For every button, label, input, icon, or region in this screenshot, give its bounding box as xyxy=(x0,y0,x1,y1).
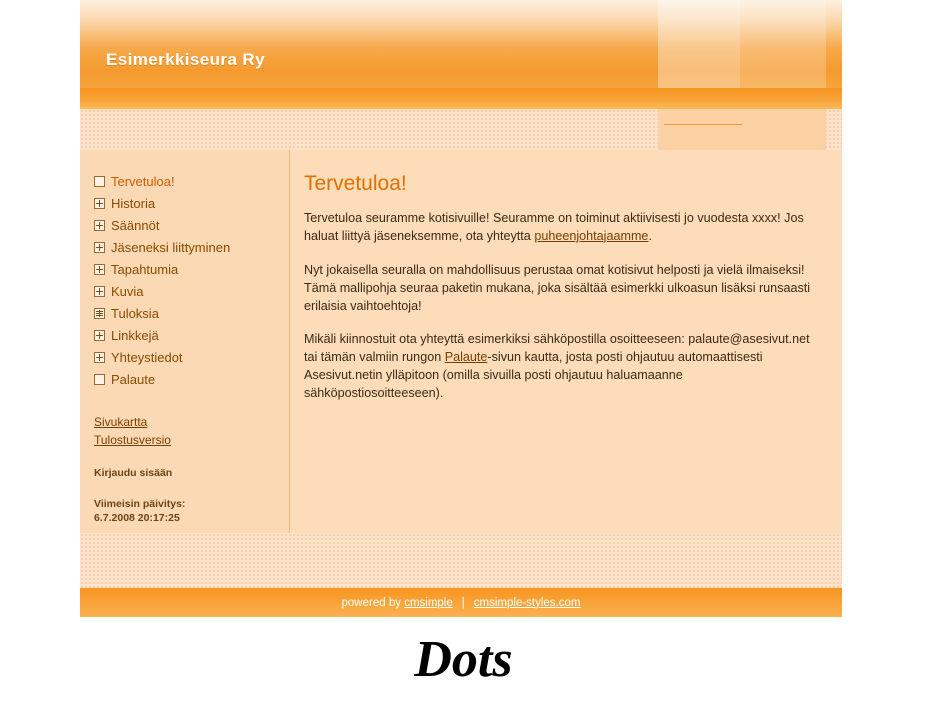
cmsimple-styles-link[interactable]: cmsimple-styles.com xyxy=(473,596,581,609)
page-title: Tervetuloa! xyxy=(304,172,407,195)
sidebar-item-label[interactable]: Tuloksia xyxy=(111,306,159,321)
last-updated-label: Viimeisin päivitys: xyxy=(94,498,186,510)
footer-bar xyxy=(80,588,842,617)
sidebar-item-label[interactable]: Säännöt xyxy=(111,218,160,233)
page-icon xyxy=(94,176,105,187)
paragraph-contact xyxy=(304,331,818,403)
content-area xyxy=(80,150,842,533)
header-orange-bar xyxy=(80,88,842,109)
sidebar-item-label[interactable]: Kuvia xyxy=(111,284,144,299)
site-header xyxy=(80,0,842,150)
plus-box-icon xyxy=(94,352,105,363)
caption-label: Dots xyxy=(414,631,513,688)
header-accent-line xyxy=(664,124,742,125)
page-icon xyxy=(94,374,105,385)
sidebar-item-label[interactable]: Jäseneksi liittyminen xyxy=(111,240,231,255)
paragraph-intro xyxy=(304,210,818,246)
main-navigation xyxy=(94,174,275,387)
sidebar-item-label[interactable]: Historia xyxy=(111,196,156,211)
sidebar xyxy=(80,150,290,533)
site-title: Esimerkkiseura Ry xyxy=(106,50,265,69)
plus-box-icon xyxy=(94,242,105,253)
last-updated-value: 6.7.2008 20:17:25 xyxy=(94,512,180,525)
plus-box-icon xyxy=(94,220,105,231)
sidebar-item-kuvia[interactable] xyxy=(94,284,275,299)
sitemap-link[interactable]: Sivukartta xyxy=(94,415,148,429)
sidebar-item-jaseneksi-liittyminen[interactable] xyxy=(94,240,275,255)
footer-powered-by-label: powered by xyxy=(341,596,401,609)
sidebar-item-label[interactable]: Palaute xyxy=(111,372,156,387)
footer-separator: | xyxy=(461,596,465,609)
sidebar-item-tervetuloa[interactable] xyxy=(94,174,275,189)
plus-box-icon xyxy=(94,330,105,341)
sidebar-item-tapahtumia[interactable] xyxy=(94,262,275,277)
plus-box-icon xyxy=(94,286,105,297)
paragraph-contact-tail: -sivun kautta, josta posti ohjautuu automaattisesti Asesivut.netin ylläpitoon (omilla sivuilla posti ohjautuu haluamaanne sähköpostiosoitteeseen). xyxy=(304,350,763,400)
sidebar-utility-links xyxy=(94,415,275,447)
sidebar-item-yhteystiedot[interactable] xyxy=(94,350,275,365)
sidebar-item-saannot[interactable] xyxy=(94,218,275,233)
chairman-link[interactable]: puheenjohtajaamme xyxy=(534,228,649,243)
main-content xyxy=(290,150,842,533)
sidebar-item-label[interactable]: Linkkejä xyxy=(111,328,159,343)
paragraph-intro-tail: . xyxy=(648,228,652,243)
header-dotted-block xyxy=(658,109,826,150)
feedback-link[interactable]: Palaute xyxy=(444,350,488,365)
page-wrapper xyxy=(80,0,842,617)
sidebar-item-palaute[interactable] xyxy=(94,372,275,387)
paragraph-contact-text: Mikäli kiinnostuit ota yhteyttä esimerkiksi sähköpostilla osoitteeseen: palaute@asesivut.net tai tämän valmiin rungon xyxy=(304,332,810,365)
sidebar-item-label[interactable]: Yhteystiedot xyxy=(111,350,183,365)
sidebar-item-historia[interactable] xyxy=(94,196,275,211)
sidebar-item-tuloksia[interactable] xyxy=(94,306,275,321)
print-version-link[interactable]: Tulostusversio xyxy=(94,433,171,447)
sidebar-item-linkkeja[interactable] xyxy=(94,328,275,343)
grid-box-icon xyxy=(94,308,105,319)
paragraph-template-info: Nyt jokaisella seuralla on mahdollisuus perustaa omat kotisivut helposti ja vielä ilmaiseksi! Tämä mallipohja seuraa paketin mukana, joka sisältää esimerkki ulkoasun lisäksi runsaasti erilaisia vaihtoehtoja! xyxy=(304,262,811,313)
plus-box-icon xyxy=(94,264,105,275)
cmsimple-link[interactable]: cmsimple xyxy=(404,596,453,609)
sidebar-item-label[interactable]: Tapahtumia xyxy=(111,262,179,277)
sidebar-item-label[interactable]: Tervetuloa! xyxy=(111,174,175,189)
paragraph-intro-text: Tervetuloa seuramme kotisivuille! Seuramme on toiminut aktiivisesti jo vuodesta xxxx! Jos haluat liittyä jäseneksemme, ota yhteytta xyxy=(304,211,804,243)
login-link[interactable]: Kirjaudu sisään xyxy=(94,467,173,479)
footer-dotted-strip xyxy=(80,533,842,588)
last-updated xyxy=(94,497,275,525)
plus-box-icon xyxy=(94,198,105,209)
